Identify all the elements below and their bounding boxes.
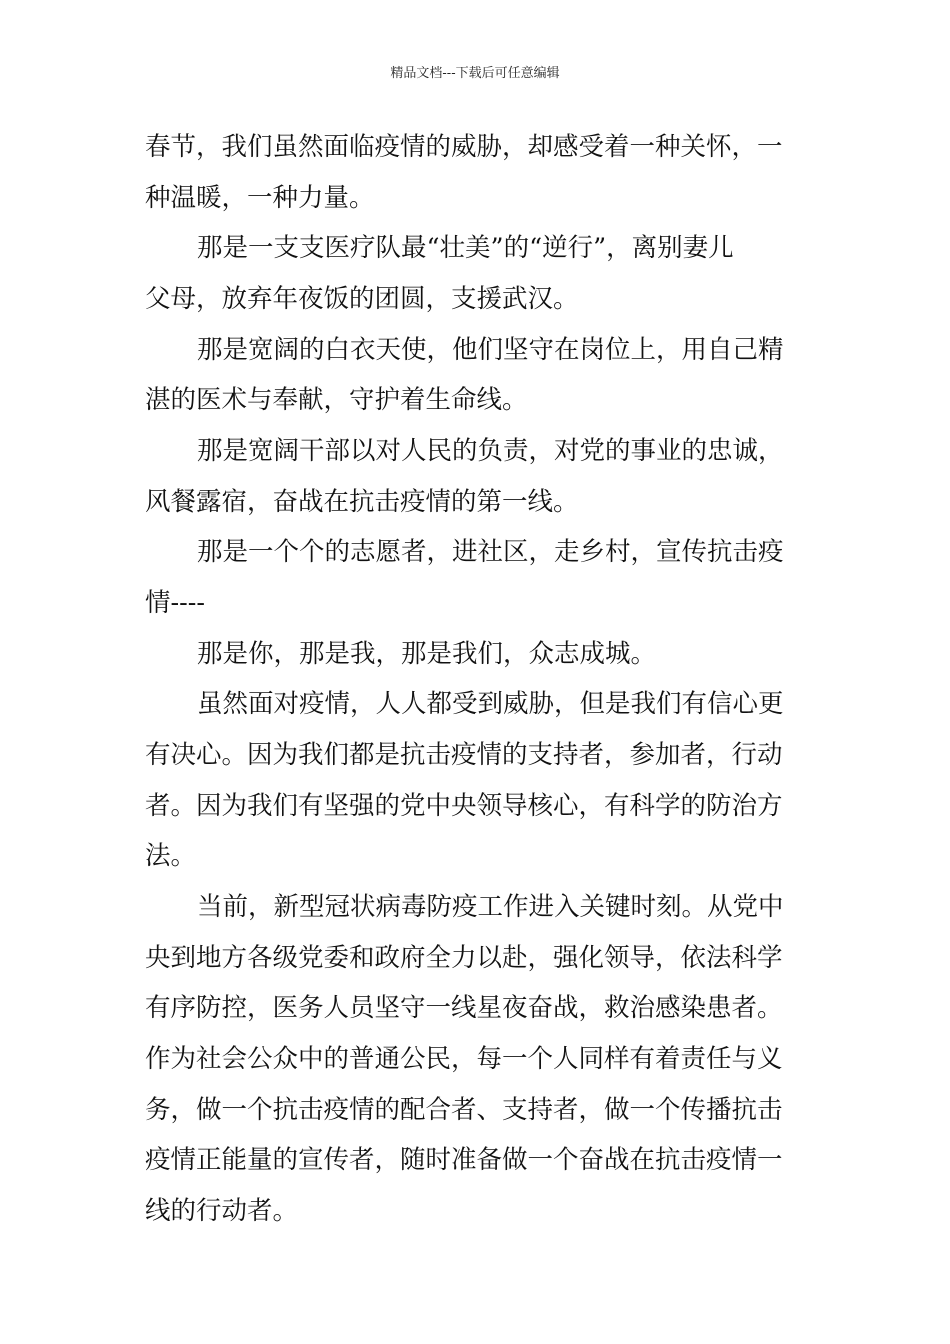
text-line: 父母，放弃年夜饭的团圆，支援武汉。 (145, 284, 579, 314)
text-line: 线的行动者。 (145, 1196, 299, 1226)
text-line: 种温暖，一种力量。 (145, 183, 375, 213)
text-line: 风餐露宿，奋战在抗击疫情的第一线。 (145, 487, 579, 517)
text-line: 虽然面对疫情，人人都受到威胁，但是我们有信心更 (197, 689, 784, 719)
text-line: 当前，新型冠状病毒防疫工作进入关键时刻。从党中 (197, 892, 784, 922)
text-line: 湛的医术与奉献，守护着生命线。 (145, 385, 528, 415)
text-line: 有序防控，医务人员坚守一线星夜奋战，救治感染患者。 (145, 993, 783, 1023)
text-line: 作为社会公众中的普通公民，每一个人同样有着责任与义 (145, 1044, 783, 1074)
text-line: 那是一个个的志愿者，进社区，走乡村，宣传抗击疫 (197, 537, 784, 567)
text-line: 务，做一个抗击疫情的配合者、支持者，做一个传播抗击 (145, 1095, 783, 1125)
text-line: 有决心。因为我们都是抗击疫情的支持者，参加者，行动 (145, 740, 783, 770)
text-line: 法。 (145, 841, 197, 871)
text-line: 那是宽阔的白衣天使，他们坚守在岗位上，用自己精 (197, 335, 784, 365)
text-line: 央到地方各级党委和政府全力以赴，强化领导，依法科学 (145, 943, 783, 973)
text-line: 那是你，那是我，那是我们，众志成城。 (197, 639, 657, 669)
text-line: 那是一支支医疗队最“壮美”的“逆行”，离别妻儿 (197, 233, 734, 263)
text-line: 情---- (145, 588, 205, 618)
text-line: 疫情正能量的宣传者，随时准备做一个奋战在抗击疫情一 (145, 1145, 783, 1175)
page-header: 精品文档---下载后可任意编辑 (390, 66, 560, 81)
text-line: 春节，我们虽然面临疫情的威胁，却感受着一种关怀，一 (145, 132, 783, 162)
text-line: 者。因为我们有坚强的党中央领导核心，有科学的防治方 (145, 791, 783, 821)
text-line: 那是宽阔干部以对人民的负责，对党的事业的忠诚， (197, 436, 784, 466)
